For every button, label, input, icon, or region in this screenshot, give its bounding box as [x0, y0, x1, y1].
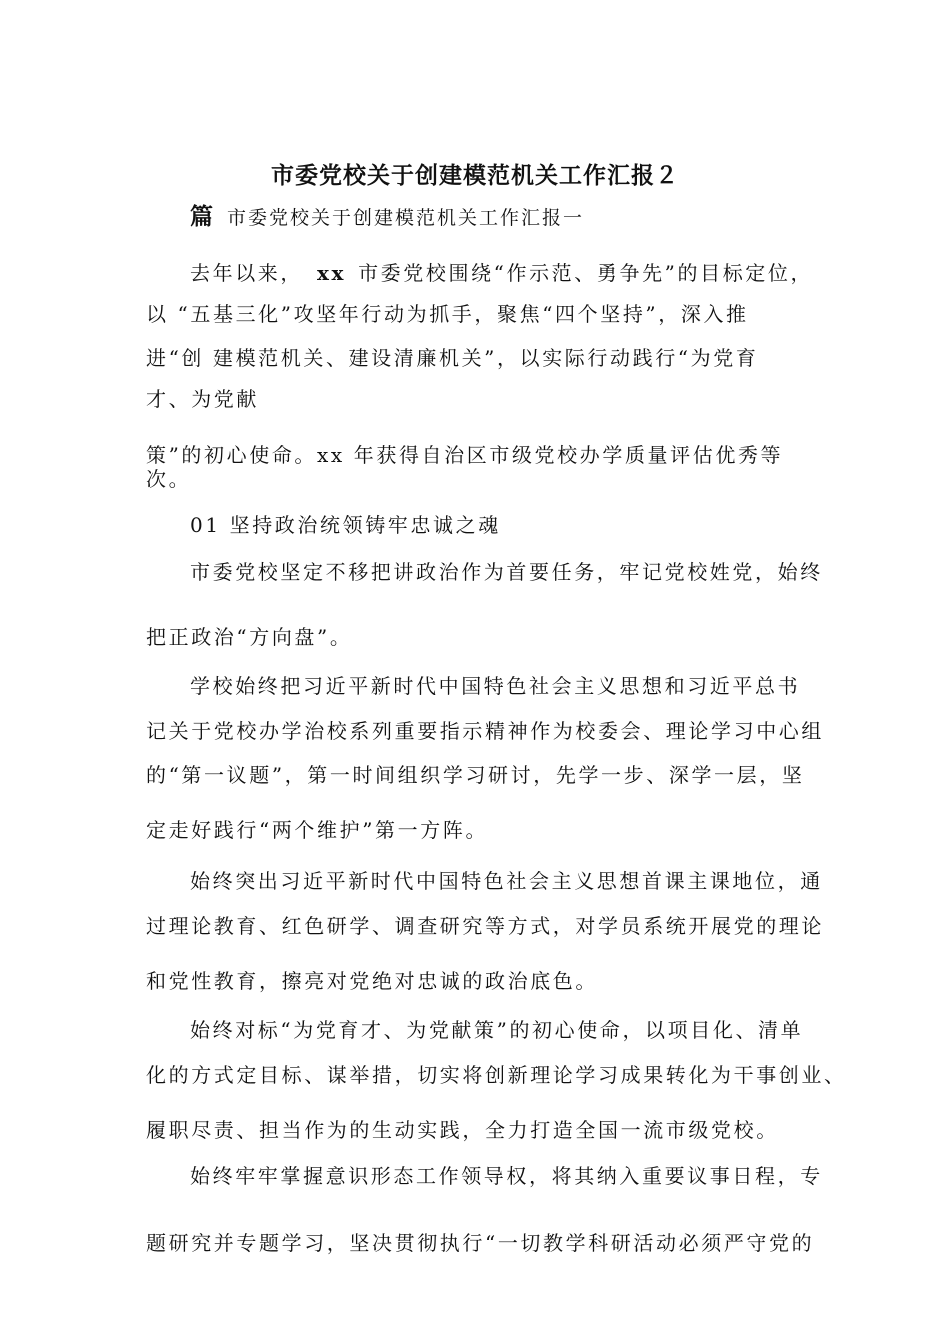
subtitle-prefix: 篇 — [190, 204, 213, 230]
paragraph-line: 题研究并专题学习，坚决贯彻执行“一切教学科研活动必须严守党的 — [146, 1231, 815, 1255]
paragraph-line: 市委党校坚定不移把讲政治作为首要任务，牢记党校姓党，始终 — [190, 560, 823, 584]
section-heading: 01 坚持政治统领铸牢忠诚之魂 — [190, 513, 501, 537]
paragraph-line: 才、为党献 — [146, 387, 259, 411]
paragraph-line: 把正政治“方向盘”。 — [146, 625, 353, 649]
document-title: 市委党校关于创建模范机关工作汇报２ — [271, 163, 679, 189]
paragraph-line: 进“创 建模范机关、建设清廉机关”，以实际行动践行“为党育 — [146, 346, 759, 370]
paragraph-line: 和党性教育，擦亮对党绝对忠诚的政治底色。 — [146, 969, 598, 993]
paragraph-line: 化的方式定目标、谋举措，切实将创新理论学习成果转化为干事创业、 — [146, 1063, 847, 1087]
paragraph-line: 过理论教育、红色研学、调查研究等方式，对学员系统开展党的理论 — [146, 914, 824, 938]
subtitle-text: 市委党校关于创建模范机关工作汇报一 — [227, 207, 585, 229]
paragraph-line: 学校始终把习近平新时代中国特色社会主义思想和习近平总书 — [190, 674, 801, 698]
paragraph-line: 记关于党校办学治校系列重要指示精神作为校委会、理论学习中心组 — [146, 719, 824, 743]
paragraph-line: 始终突出习近平新时代中国特色社会主义思想首课主课地位，通 — [190, 869, 823, 893]
paragraph-line: 始终对标“为党育才、为党献策”的初心使命，以项目化、清单 — [190, 1018, 804, 1042]
paragraph-line: 去年以来， xx 市委党校围绕“作示范、勇争先”的目标定位， — [190, 261, 814, 285]
paragraph-line: 次。 — [146, 467, 192, 491]
paragraph-line: 以 “五基三化”攻坚年行动为抓手，聚焦“四个坚持”，深入推 — [146, 302, 749, 326]
paragraph-line: 定走好践行“两个维护”第一方阵。 — [146, 818, 489, 842]
paragraph-line: 策”的初心使命。xx 年获得自治区市级党校办学质量评估优秀等 — [146, 443, 784, 467]
paragraph-line: 始终牢牢掌握意识形态工作领导权，将其纳入重要议事日程，专 — [190, 1164, 823, 1188]
document-subtitle — [190, 198, 584, 231]
paragraph-line: 履职尽责、担当作为的生动实践，全力打造全国一流市级党校。 — [146, 1118, 779, 1142]
paragraph-line: 的“第一议题”，第一时间组织学习研讨，先学一步、深学一层，坚 — [146, 763, 805, 787]
